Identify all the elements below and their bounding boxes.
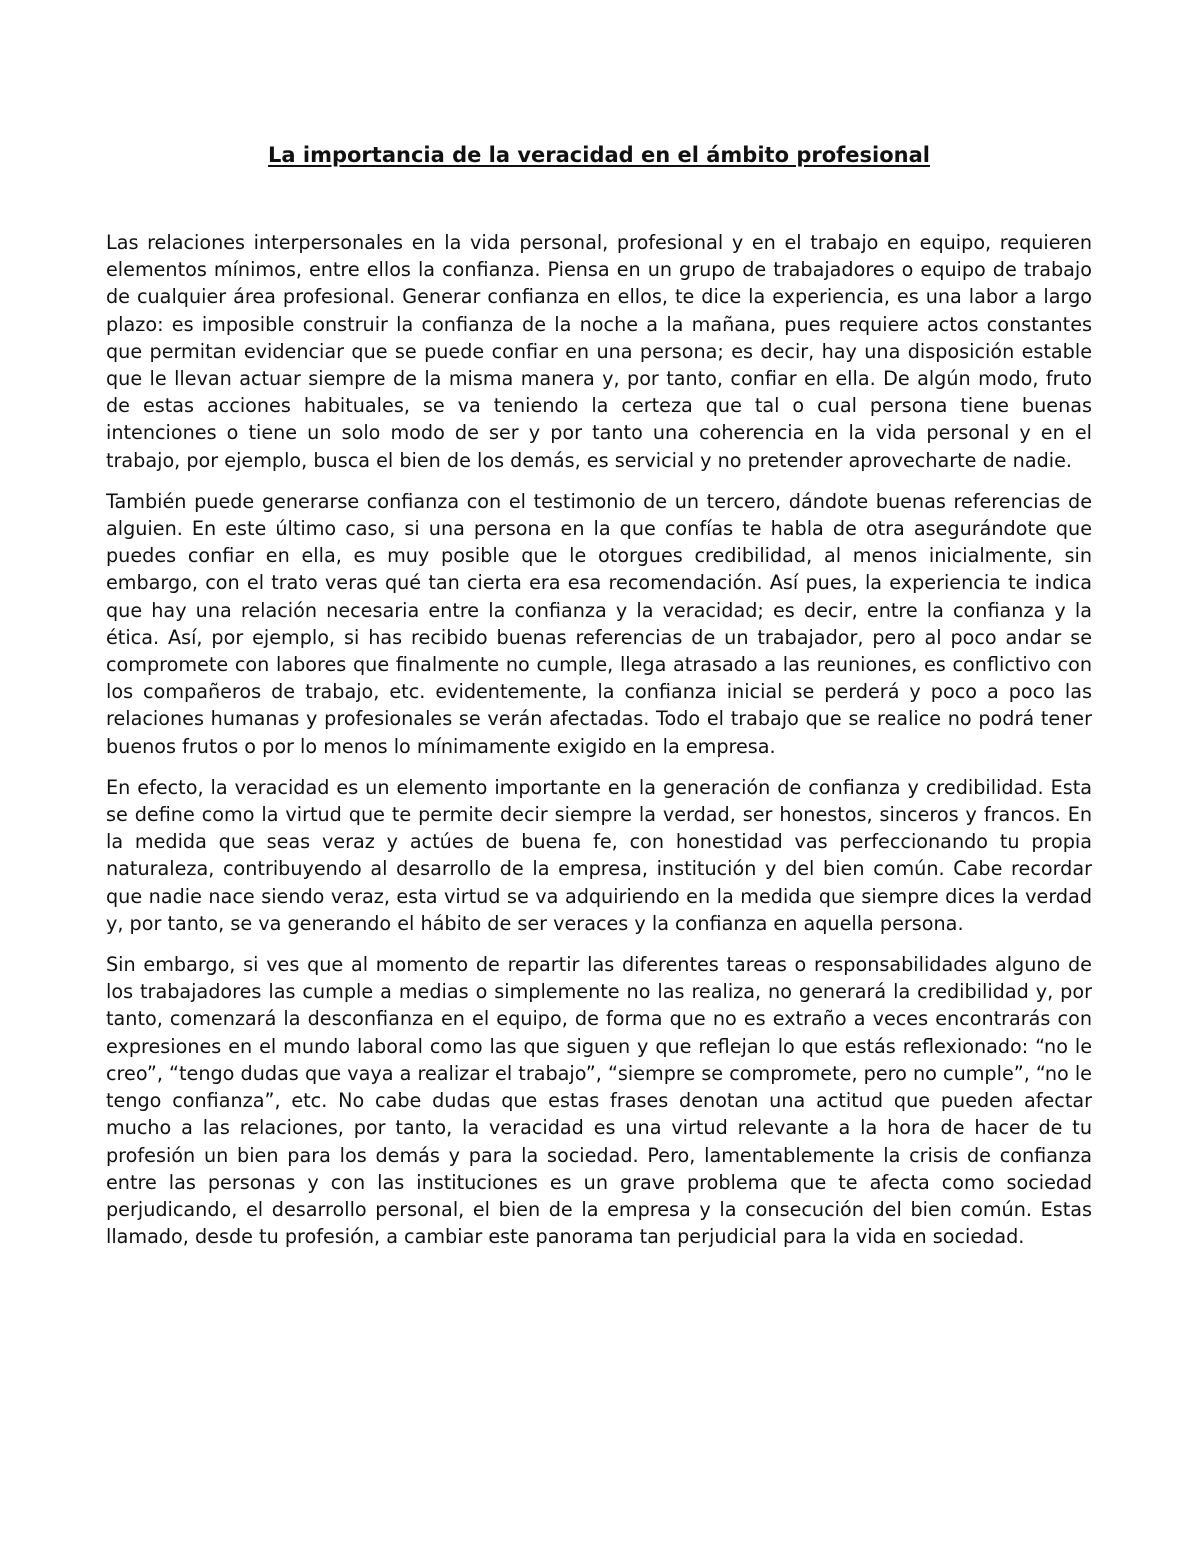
paragraph-1: Las relaciones interpersonales en la vida personal, profesional y en el trabajo en equipo, requieren elementos mínimos, entre ellos la confianza. Piensa en un grupo de trabajadores o equipo de trabajo de cualquier área profesional. Generar confianza en ellos, te dice la experiencia, es una labor a largo plazo: es imposible construir la confianza de la noche a la mañana, pues requiere actos constantes que permitan evidenciar que se puede confiar en una persona; es decir, hay una disposición estable que le llevan actuar siempre de la misma manera y, por tanto, confiar en ella. De algún modo, fruto de estas acciones habituales, se va teniendo la certeza que tal o cual persona tiene buenas intenciones o tiene un solo modo de ser y por tanto una coherencia en la vida personal y en el trabajo, por ejemplo, busca el bien de los demás, es servicial y no pretender aprovecharte de nadie. xyxy=(106,231,1092,472)
paragraph-2: También puede generarse confianza con el testimonio de un tercero, dándote buenas referencias de alguien. En este último caso, si una persona en la que confías te habla de otra asegurándote que puedes confiar en ella, es muy posible que le otorgues credibilidad, al menos inicialmente, sin embargo, con el trato veras qué tan cierta era esa recomendación. Así pues, la experiencia te indica que hay una relación necesaria entre la confianza y la veracidad; es decir, entre la confianza y la ética. Así, por ejemplo, si has recibido buenas referencias de un trabajador, pero al poco andar se compromete con labores que finalmente no cumple, llega atrasado a las reuniones, es conflictivo con los compañeros de trabajo, etc. evidentemente, la confianza inicial se perderá y poco a poco las relaciones humanas y profesionales se verán afectadas. Todo el trabajo que se realice no podrá tener buenos frutos o por lo menos lo mínimamente exigido en la empresa. xyxy=(106,489,1092,758)
document-page xyxy=(106,140,1092,1250)
document-title: La importancia de la veracidad en el ámbito profesional xyxy=(268,143,930,167)
paragraph-3: En efecto, la veracidad es un elemento importante en la generación de confianza y credibilidad. Esta se define como la virtud que te permite decir siempre la verdad, ser honestos, sinceros y francos. En la medida que seas veraz y actúes de buena fe, con honestidad vas perfeccionando tu propia naturaleza, contribuyendo al desarrollo de la empresa, institución y del bien común. Cabe recordar que nadie nace siendo veraz, esta virtud se va adquiriendo en la medida que siempre dices la verdad y, por tanto, se va generando el hábito de ser veraces y la confianza en aquella persona. xyxy=(106,775,1092,935)
paragraph-4: Sin embargo, si ves que al momento de repartir las diferentes tareas o responsabilidades alguno de los trabajadores las cumple a medias o simplemente no las realiza, no generará la credibilidad y, por tanto, comenzará la desconfianza en el equipo, de forma que no es extraño a veces encontrarás con expresiones en el mundo laboral como las que siguen y que reflejan lo que estás reflexionado: “no le creo”, “tengo dudas que vaya a realizar el trabajo”, “siempre se compromete, pero no cumple”, “no le tengo confianza”, etc. No cabe dudas que estas frases denotan una actitud que pueden afectar mucho a las relaciones, por tanto, la veracidad es una virtud relevante a la hora de hacer de tu profesión un bien para los demás y para la sociedad. Pero, lamentablemente la crisis de confianza entre las personas y con las instituciones es un grave problema que te afecta como sociedad perjudicando, el desarrollo personal, el bien de la empresa y la consecución del bien común. Estas llamado, desde tu profesión, a cambiar este panorama tan perjudicial para la vida en sociedad. xyxy=(106,953,1092,1249)
